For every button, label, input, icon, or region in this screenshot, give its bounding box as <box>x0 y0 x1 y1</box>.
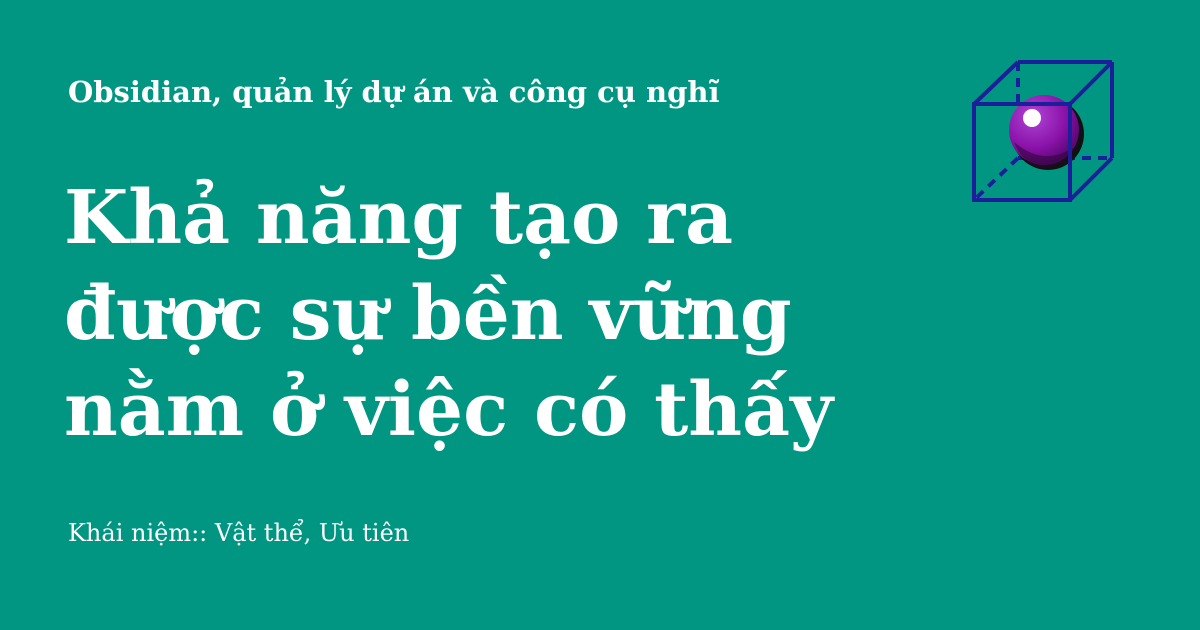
title-line-2: được sự bền vững <box>64 271 792 357</box>
page-title <box>64 170 944 458</box>
cube-sphere-icon <box>970 58 1120 208</box>
title-line-3: nằm ở việc có thấy <box>64 367 834 453</box>
concept-tags: Khái niệm:: Vật thể, Ưu tiên <box>68 519 410 547</box>
subtitle: Obsidian, quản lý dự án và công cụ nghĩ <box>68 75 720 109</box>
title-line-1: Khả năng tạo ra <box>64 175 734 261</box>
